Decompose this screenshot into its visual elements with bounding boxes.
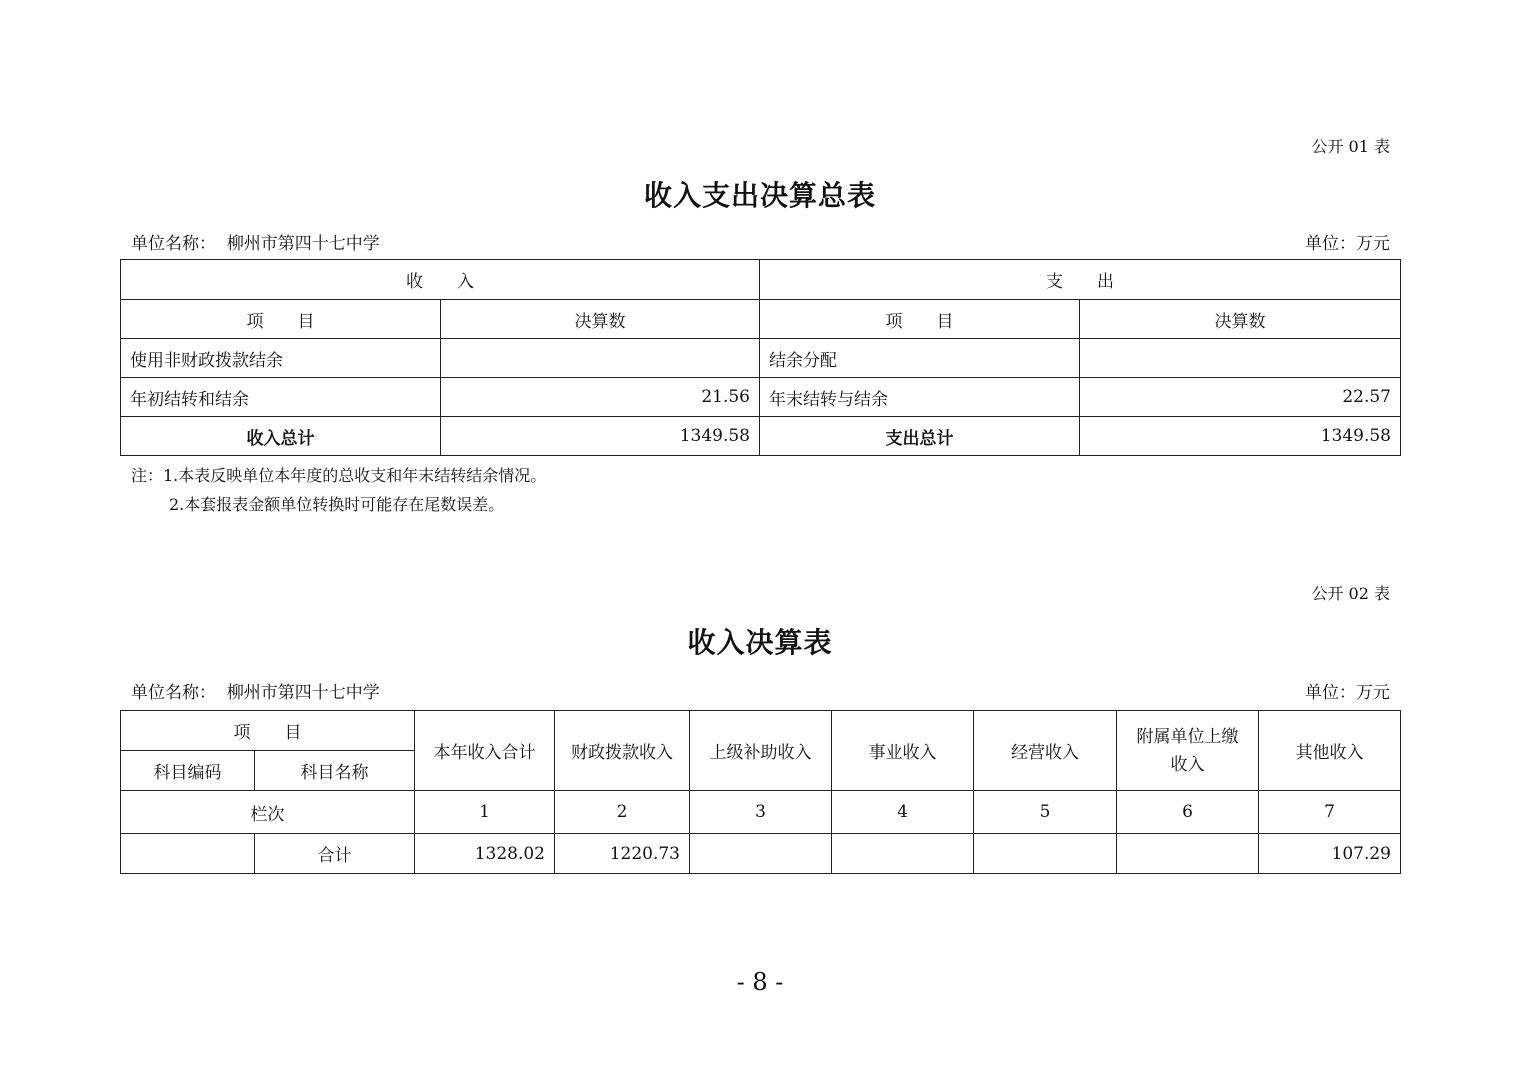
expense-item-header: 项 目 [760,300,1080,339]
income-amount-header: 决算数 [441,300,760,339]
table01-unit: 单位：万元 [1305,234,1390,254]
income-total-label: 收入总计 [121,417,441,456]
total-row [121,834,1401,874]
total-value: 1328.02 [415,834,555,874]
index-cell: 6 [1117,791,1259,834]
table-header-row [121,711,1401,751]
expense-amount-header: 决算数 [1080,300,1401,339]
income-amount [441,339,760,378]
table02-unit: 单位：万元 [1305,683,1390,703]
total-value [690,834,832,874]
operating-income-header: 经营收入 [974,711,1117,791]
index-cell: 7 [1259,791,1401,834]
income-item: 年初结转和结余 [121,378,441,417]
index-label: 栏次 [121,791,415,834]
affiliated-header-line-1: 附属单位上缴 [1136,726,1239,747]
table-header-row [121,260,1401,300]
table-row [121,378,1401,417]
income-expense-summary-table [120,259,1401,456]
total-row [121,417,1401,456]
note-2: 2.本套报表金额单位转换时可能存在尾数误差。 [169,495,505,514]
other-income-header: 其他收入 [1259,711,1401,791]
income-total-amount: 1349.58 [441,417,760,456]
page-number: - 8 - [736,968,784,996]
total-value [832,834,974,874]
index-cell: 3 [690,791,832,834]
affiliated-income-header [1117,711,1259,791]
expense-total-amount: 1349.58 [1080,417,1401,456]
subject-code-header: 科目编码 [121,751,255,791]
table02-unit-name [131,678,380,703]
total-value [1117,834,1259,874]
unit-name-value: 柳州市第四十七中学 [226,234,380,254]
total-value [974,834,1117,874]
expense-total-label: 支出总计 [760,417,1080,456]
income-header: 收 入 [121,260,760,300]
unit-name-value: 柳州市第四十七中学 [226,683,380,703]
table02-tag: 公开 02 表 [1311,584,1390,603]
subject-name-header: 科目名称 [255,751,415,791]
unit-name-label: 单位名称： [131,234,216,254]
income-statement-table [120,710,1401,874]
unit-name-label: 单位名称： [131,683,216,703]
index-cell: 4 [832,791,974,834]
fiscal-income-header: 财政拨款收入 [555,711,690,791]
note-1: 注：1.本表反映单位本年度的总收支和年末结转结余情况。 [131,466,547,485]
index-row [121,791,1401,834]
table01-title: 收入支出决算总表 [643,179,876,212]
index-cell: 2 [555,791,690,834]
income-amount: 21.56 [441,378,760,417]
subject-code-cell [121,834,255,874]
expense-item: 结余分配 [760,339,1080,378]
item-header: 项 目 [121,711,415,751]
income-item: 使用非财政拨款结余 [121,339,441,378]
index-cell: 1 [415,791,555,834]
table01-tag: 公开 01 表 [1311,137,1390,156]
total-value: 1220.73 [555,834,690,874]
superior-subsidy-header: 上级补助收入 [690,711,832,791]
table-row [121,339,1401,378]
table01-unit-name [131,229,380,254]
total-label: 合计 [255,834,415,874]
income-item-header: 项 目 [121,300,441,339]
table02-title: 收入决算表 [687,626,833,659]
total-income-header: 本年收入合计 [415,711,555,791]
expense-amount: 22.57 [1080,378,1401,417]
expense-amount [1080,339,1401,378]
expense-header: 支 出 [760,260,1401,300]
total-value: 107.29 [1259,834,1401,874]
expense-item: 年末结转与结余 [760,378,1080,417]
table-subheader-row [121,300,1401,339]
business-income-header: 事业收入 [832,711,974,791]
affiliated-header-line-2: 收入 [1170,754,1205,775]
index-cell: 5 [974,791,1117,834]
